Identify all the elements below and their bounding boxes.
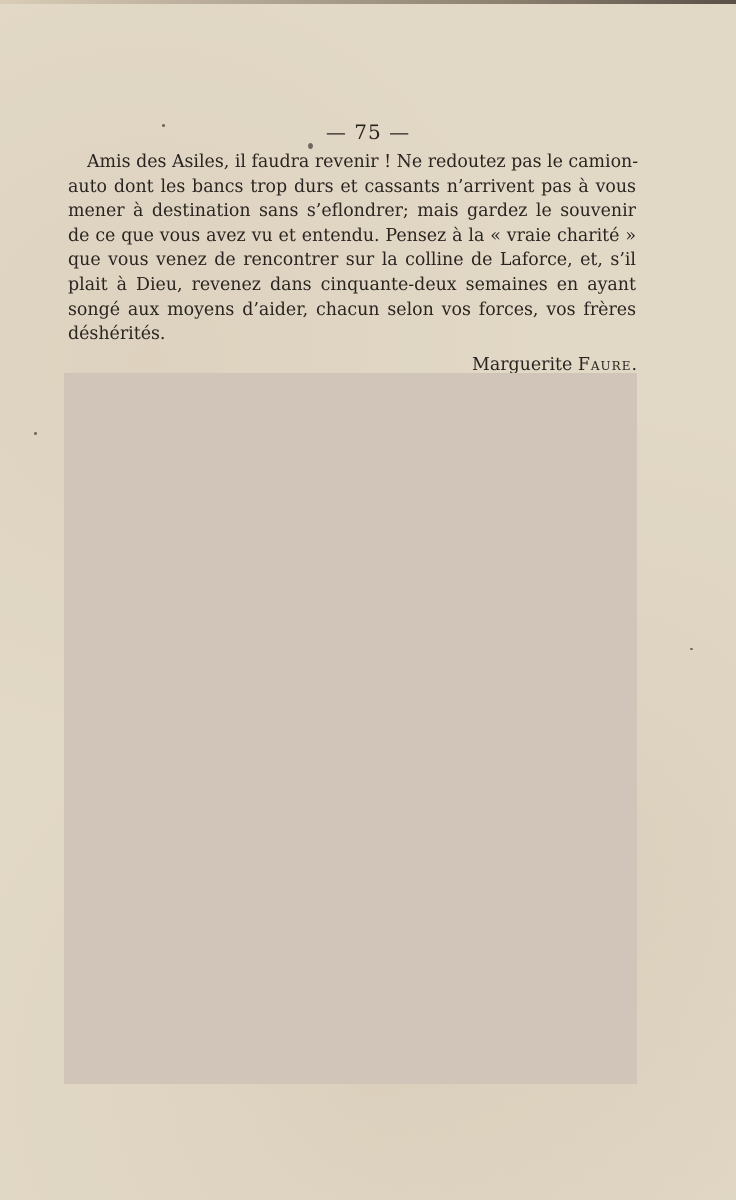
paper-speck (162, 124, 165, 127)
paragraph-line: songé aux moyens d’aider, chacun selon vos forces, vos frères (68, 299, 636, 320)
paper-speck (34, 432, 37, 435)
author-first-name: Marguerite (472, 355, 573, 373)
page-top-edge (0, 0, 736, 4)
paragraph-line: déshérités. (68, 324, 166, 345)
paragraph-line: mener à destination sans s’eflondrer; mais gardez le souvenir (68, 201, 636, 222)
closing-paragraph (68, 150, 639, 347)
masked-image-region (64, 373, 637, 1084)
author-signature (472, 355, 638, 373)
paper-speck (308, 143, 313, 149)
paragraph-line: Amis des Asiles, il faudra revenir ! Ne redoutez pas le camion- (87, 152, 639, 172)
paragraph-line: de ce que vous avez vu et entendu. Pensez à la « vraie charité » (68, 225, 636, 246)
paragraph-line: plait à Dieu, revenez dans cinquante-deux semaines en ayant (68, 274, 636, 295)
author-last-name: Faure. (577, 355, 638, 373)
page-number: — 75 — (325, 120, 411, 144)
paragraph-line: auto dont les bancs trop durs et cassants n’arrivent pas à vous (68, 176, 636, 197)
paragraph-line: que vous venez de rencontrer sur la colline de Laforce, et, s’il (68, 250, 636, 271)
paper-speck (690, 648, 693, 650)
